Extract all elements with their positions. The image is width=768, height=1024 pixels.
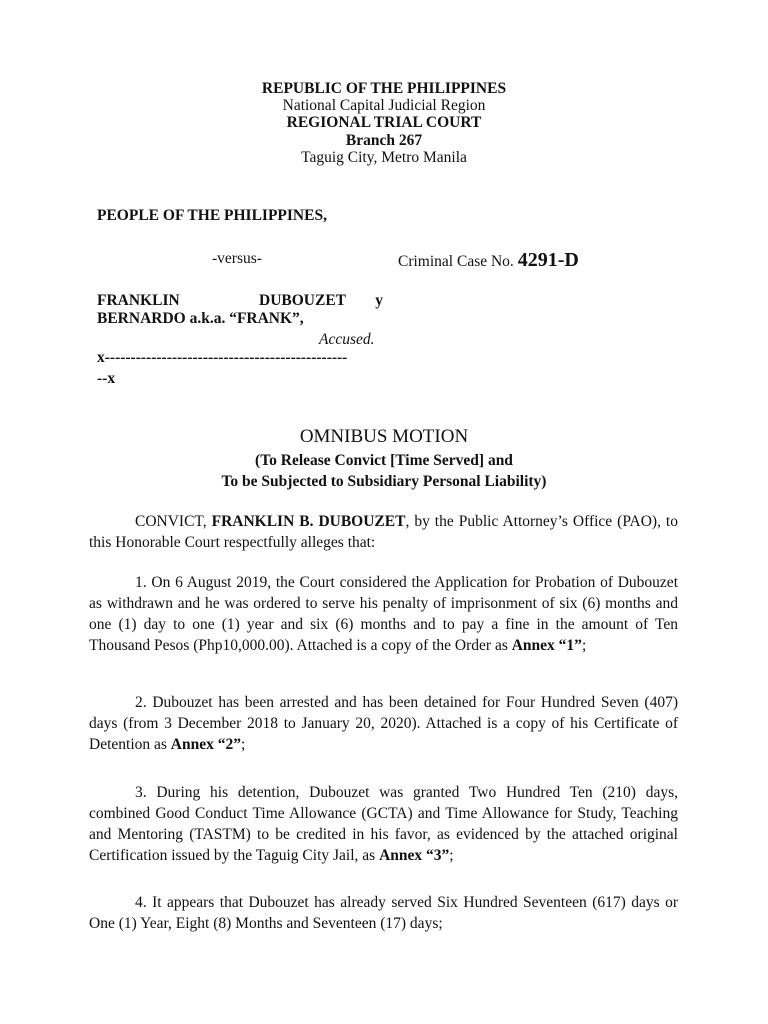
accused-name-line2: BERNARDO a.k.a. “FRANK”,	[97, 310, 304, 327]
header-court: REGIONAL TRIAL COURT	[286, 114, 482, 131]
accused-y: y	[375, 292, 383, 309]
motion-subtitle-1: (To Release Convict [Time Served] and	[255, 452, 513, 469]
paragraph-1: 1. On 6 August 2019, the Court considered the Application for Probation of Dubouzet as withdrawn and he was ordered to serve his penalty of imprisonment of six (6) months and one (1) day to one (1) year and six (6) months and to pay a fine in the amount of Ten Thousand Pesos (Php10,000.00). Attached is a copy of the Order as Annex “1”;	[89, 574, 678, 654]
header-branch: Branch 267	[345, 132, 423, 149]
paragraph-2: 2. Dubouzet has been arrested and has been detained for Four Hundred Seven (407) days (from 3 December 2018 to January 20, 2020). Attached is a copy of his Certificate of Detention as Annex “2”;	[89, 694, 678, 753]
paragraph-4: 4. It appears that Dubouzet has already served Six Hundred Seventeen (617) days or One (1) Year, Eight (8) Months and Seventeen (17) days;	[89, 894, 678, 932]
case-number-label: Criminal Case No.	[398, 253, 514, 270]
accused-first: FRANKLIN	[97, 292, 180, 309]
accused-middle: DUBOUZET	[259, 292, 346, 309]
caption-divider: x-----------------------------------------------	[97, 349, 348, 366]
motion-subtitle-2: To be Subjected to Subsidiary Personal Liability)	[221, 473, 547, 490]
case-number	[398, 250, 579, 272]
caption-divider-end: --x	[97, 370, 116, 387]
accused-label: Accused.	[319, 331, 375, 348]
header-republic: REPUBLIC OF THE PHILIPPINES	[261, 80, 507, 97]
motion-title: OMNIBUS MOTION	[299, 426, 469, 447]
versus-label: -versus-	[212, 250, 262, 267]
intro-paragraph: CONVICT, FRANKLIN B. DUBOUZET, by the Public Attorney’s Office (PAO), to this Honorable Court respectfully alleges that:	[89, 513, 678, 551]
header-city: Taguig City, Metro Manila	[301, 149, 467, 166]
header-region: National Capital Judicial Region	[282, 97, 486, 114]
case-number-value: 4291-D	[517, 249, 579, 271]
paragraph-3: 3. During his detention, Dubouzet was granted Two Hundred Ten (210) days, combined Good Conduct Time Allowance (GCTA) and Time Allowance for Study, Teaching and Mentoring (TASTM) to be credited in his favor, as evidenced by the attached original Certification issued by the Taguig City Jail, as Annex “3”;	[89, 784, 678, 864]
plaintiff: PEOPLE OF THE PHILIPPINES,	[97, 207, 327, 224]
